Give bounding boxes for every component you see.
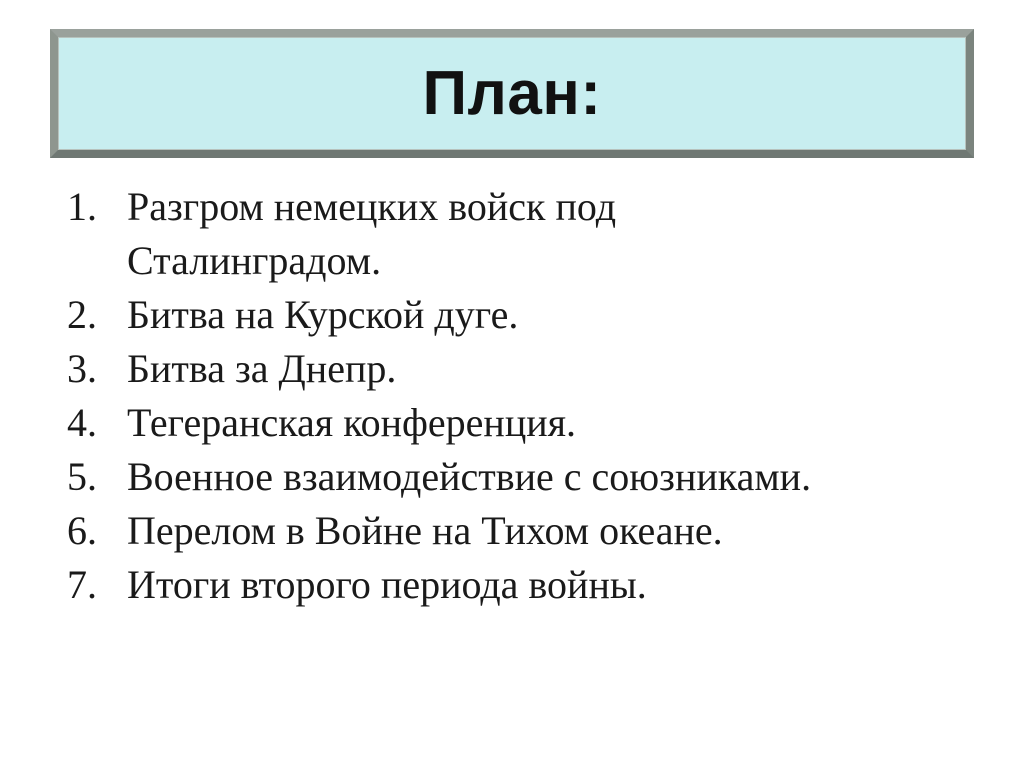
list-item-number: 1.: [67, 184, 97, 229]
title-box: [50, 29, 974, 158]
list-item-number: 2.: [67, 292, 97, 337]
list-item: [67, 342, 987, 396]
list-item: [67, 396, 987, 450]
list-item-text: Итоги второго периода войны.: [127, 562, 647, 607]
list-item: [67, 180, 987, 288]
list-item-text: Битва за Днепр.: [127, 346, 397, 391]
list-item-text: Перелом в Войне на Тихом океане.: [127, 508, 723, 553]
list-item-number: 7.: [67, 562, 97, 607]
list-item: [67, 450, 987, 504]
list-item-number: 4.: [67, 400, 97, 445]
plan-list: [67, 180, 987, 612]
list-item-number: 5.: [67, 454, 97, 499]
list-item: [67, 288, 987, 342]
list-item-text: Разгром немецких войск под Сталинградом.: [127, 184, 617, 283]
list-item-text: Битва на Курской дуге.: [127, 292, 519, 337]
list-item-text: Тегеранская конференция.: [127, 400, 577, 445]
list-item: [67, 504, 987, 558]
slide-title: План:: [422, 58, 602, 128]
list-item-text: Военное взаимодействие с союзниками.: [127, 454, 812, 499]
list-item-number: 6.: [67, 508, 97, 553]
list-item: [67, 558, 987, 612]
list-item-number: 3.: [67, 346, 97, 391]
